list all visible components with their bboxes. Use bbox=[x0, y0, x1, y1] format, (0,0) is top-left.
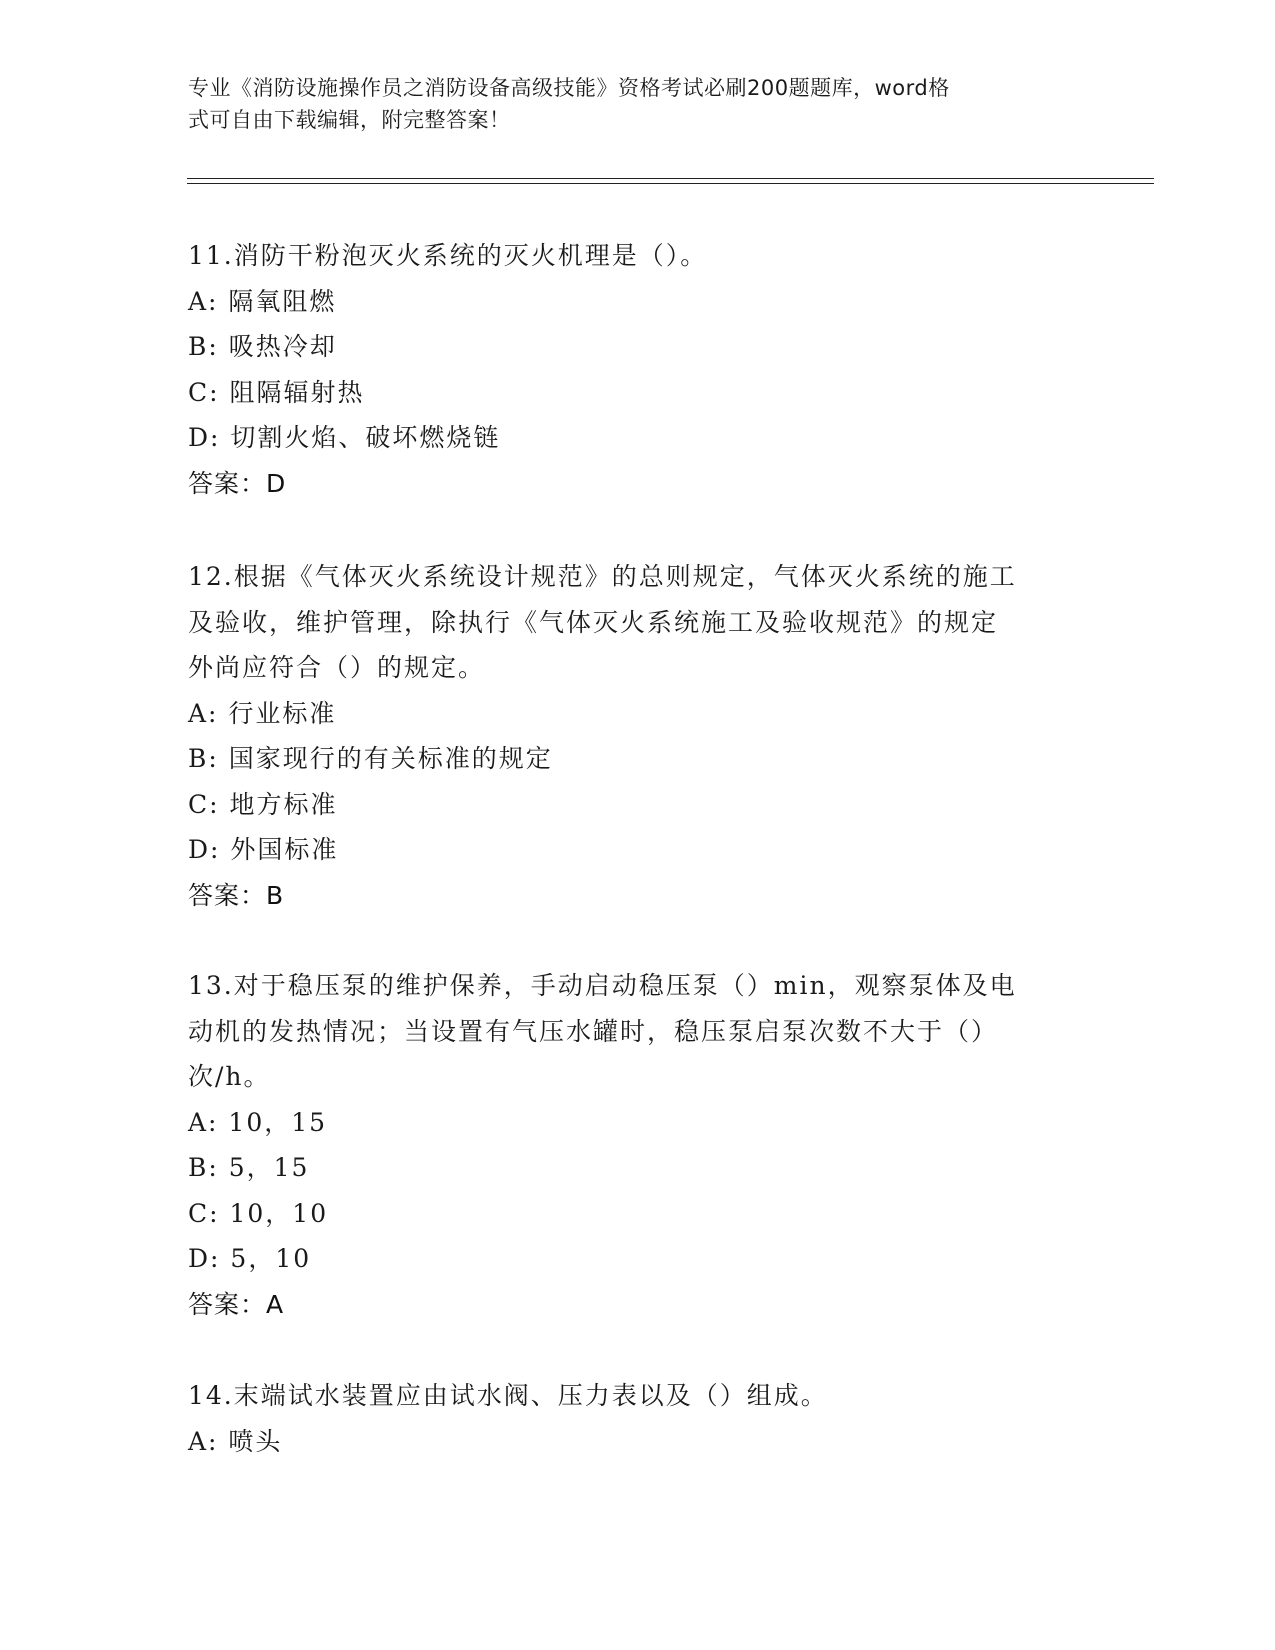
question-14 bbox=[188, 1373, 1088, 1464]
option-d: D: 切割火焰、破坏燃烧链 bbox=[188, 423, 501, 452]
question-text: 12.根据《气体灭火系统设计规范》的总则规定，气体灭火系统的施工 bbox=[188, 562, 1017, 591]
option-a: A: 喷头 bbox=[188, 1426, 283, 1456]
option-c: C: 10，10 bbox=[188, 1198, 329, 1228]
option-c: C: 阻隔辐射热 bbox=[188, 377, 365, 407]
option-b: B: 国家现行的有关标准的规定 bbox=[188, 744, 553, 773]
option-d: D: 外国标准 bbox=[188, 835, 339, 864]
question-text: 次/h。 bbox=[188, 1062, 271, 1091]
option-c: C: 地方标准 bbox=[188, 789, 338, 819]
answer-line: 答案：D bbox=[188, 468, 287, 498]
header-line-2: 式可自由下载编辑，附完整答案！ bbox=[188, 108, 511, 132]
question-13 bbox=[188, 963, 1088, 1327]
question-text: 11.消防干粉泡灭火系统的灭火机理是（）。 bbox=[188, 241, 708, 270]
question-text: 动机的发热情况；当设置有气压水罐时，稳压泵启泵次数不大于（） bbox=[188, 1016, 999, 1046]
option-b: B: 5，15 bbox=[188, 1153, 310, 1182]
question-text: 外尚应符合（）的规定。 bbox=[188, 653, 486, 682]
question-12 bbox=[188, 554, 1088, 918]
header-line-1: 专业《消防设施操作员之消防设备高级技能》资格考试必刷200题题库，word格 bbox=[188, 76, 950, 100]
option-a: A: 10，15 bbox=[188, 1107, 328, 1137]
option-a: A: 行业标准 bbox=[188, 698, 337, 728]
header-divider-bottom bbox=[187, 183, 1154, 184]
header-divider-top bbox=[187, 178, 1154, 179]
option-b: B: 吸热冷却 bbox=[188, 332, 337, 361]
question-text: 及验收，维护管理，除执行《气体灭火系统施工及验收规范》的规定 bbox=[188, 607, 999, 637]
question-11 bbox=[188, 233, 1088, 506]
answer-line: 答案：B bbox=[188, 880, 285, 910]
answer-line: 答案：A bbox=[188, 1289, 285, 1319]
option-d: D: 5，10 bbox=[188, 1244, 312, 1273]
question-text: 14.末端试水装置应由试水阀、压力表以及（）组成。 bbox=[188, 1381, 828, 1410]
option-a: A: 隔氧阻燃 bbox=[188, 286, 337, 316]
document-header bbox=[188, 72, 1068, 136]
question-text: 13.对于稳压泵的维护保养，手动启动稳压泵（）min，观察泵体及电 bbox=[188, 971, 1017, 1000]
